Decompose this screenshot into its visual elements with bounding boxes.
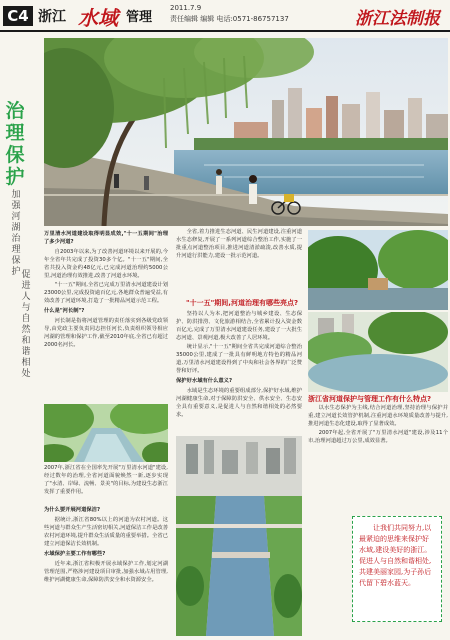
paragraph: 自2003年以来,为了改善河道环境以来开展的,今年全省年共完成了投资30多个亿。"十一五"期间,全省共投入资金约48亿元,已完成河道治理约5000公里,河道治理有效推进,改善了河道水环境。 — [44, 249, 168, 279]
article-column-1 — [44, 228, 168, 404]
article-column-1b — [44, 504, 168, 636]
pond-photo — [308, 312, 448, 392]
paragraph: 全省,着力推进生态河道、民生河道建设,注重河道水生态修复,开展了一系列河道综合整治工作,实施了一批重点河道整治项目,推进河道清淤疏浚,改善水质,提升河道行洪能力,建设一批示范河道。 — [176, 229, 302, 259]
article-column-2 — [176, 228, 302, 308]
paragraph: "十一五"期间,全省已完成万里清水河道建设计划23000公里,完成投资逾百亿元,各地群众普遍受益,有效改善了河道环境,打造了一批精品河道示范工程。 — [44, 282, 168, 304]
photo-caption-1: 2007年,浙江省在全国率先开展"万里清水河道"建设,经过数年的治理,全省河道面貌焕然一新,逐步实现了"水清、岸绿、流畅、景美"的目标,为建设生态浙江发挥了重要作用。 — [44, 465, 168, 495]
newspaper-logo: 浙江法制报 — [355, 9, 440, 29]
river-photo-1 — [44, 404, 168, 462]
rail-subtitle: 加强河湖治理保护 — [11, 190, 21, 277]
quote-text: 让我们共同努力,以最紧迫的思维来保护好水域,建设美好的浙江。促进人与自然和谐相处,共建美丽家园,为子孙后代留下碧水蓝天。 — [359, 524, 432, 587]
issue-date: 2011.7.9 — [170, 4, 202, 12]
hero-photo — [44, 38, 448, 226]
paragraph: 水域是生态环境的重要组成部分,保护好水域,维护河湖健康生命,对于保障防洪安全、供水安全、生态安全具有重要意义,是促进人与自然和谐相处的必然要求。 — [176, 388, 302, 418]
article-column-3 — [308, 404, 448, 512]
column-brand-prefix: 浙江 — [38, 9, 66, 25]
paragraph: 统计显示,"十一五"期间全省共完成河道综合整治35000公里,建成了一批具有鲜明地方特色的精品河道,万里清水河道建设得到了中央和社会各界的广泛赞誉和好评。 — [176, 344, 302, 374]
paragraph: 坚持以人为本,把河道整治与城乡建设、生态保护、防洪排涝、文化旅游相结合,全省累计投入资金数百亿元,完成了万里清水河道建设任务,建设了一大批生态河道、景观河道,极大改善了人居环境。 — [176, 311, 302, 341]
park-photo — [308, 230, 448, 310]
aerial-river-photo — [176, 436, 302, 636]
quote-box — [352, 516, 442, 622]
question-4: 水域保护主要工作有哪些? — [44, 551, 106, 557]
paragraph: 河长制是指将河道管理的责任落实到各级党政领导,由党政主要负责同志担任河长,负责组织领导相应河湖的管理和保护工作,截至2010年底,全省已有超过2000名河长。 — [44, 318, 168, 348]
rail-title: 治理保护 — [5, 100, 25, 188]
header-divider — [0, 30, 450, 32]
editor-info: 责任编辑 编辑 电话:0571-86757137 — [170, 15, 289, 23]
section-heading-3: 浙江省河道保护与管理工作有什么特点? — [308, 395, 432, 403]
paragraph: 2007年起,全省开展了"万里清水河道"建设,涉及11个市,治理河道超过万公里,成效显著。 — [308, 430, 448, 444]
column-brand-suffix: 管理 — [126, 10, 153, 25]
rail-subtitle-2: 促进人与自然和谐相处 — [21, 270, 31, 379]
question-5: 保护好水域有什么意义? — [176, 378, 233, 384]
column-brand-main: 水域 — [78, 6, 118, 30]
question-3: 为什么要开展河道保洁? — [44, 507, 101, 513]
section-badge: C4 — [3, 6, 33, 26]
section-heading-2: "十一五"期间,河道治理有哪些亮点? — [186, 299, 299, 307]
question-1: 万里清水河道建设取得明显成效,"十一五期间"治理了多少河道? — [44, 231, 168, 245]
question-2: 什么是"河长制"? — [44, 308, 85, 314]
paragraph: 近年来,浙江省积极开展水域保护工作,划定河湖管理范围,严格涉河建设项目审批,加强水域占用管理,维护河湖健康生命,保障防洪安全和水资源安全。 — [44, 561, 168, 583]
article-column-2b — [176, 310, 302, 432]
page-header — [0, 0, 450, 32]
paragraph: 以水生态保护为主线,结合河道治理,坚持治理与保护并重,建立河道长效管护机制,注重河道水环境质量改善与提升,推进河道生态化建设,取得了显著成效。 — [308, 405, 448, 427]
paragraph: 据统计,浙江省80%以上的河道为农村河道。这些河道与群众生产生活密切相关,河道保洁工作是改善农村河道环境,提升群众生活质量的重要举措。全省已建立河道保洁长效机制。 — [44, 517, 168, 547]
